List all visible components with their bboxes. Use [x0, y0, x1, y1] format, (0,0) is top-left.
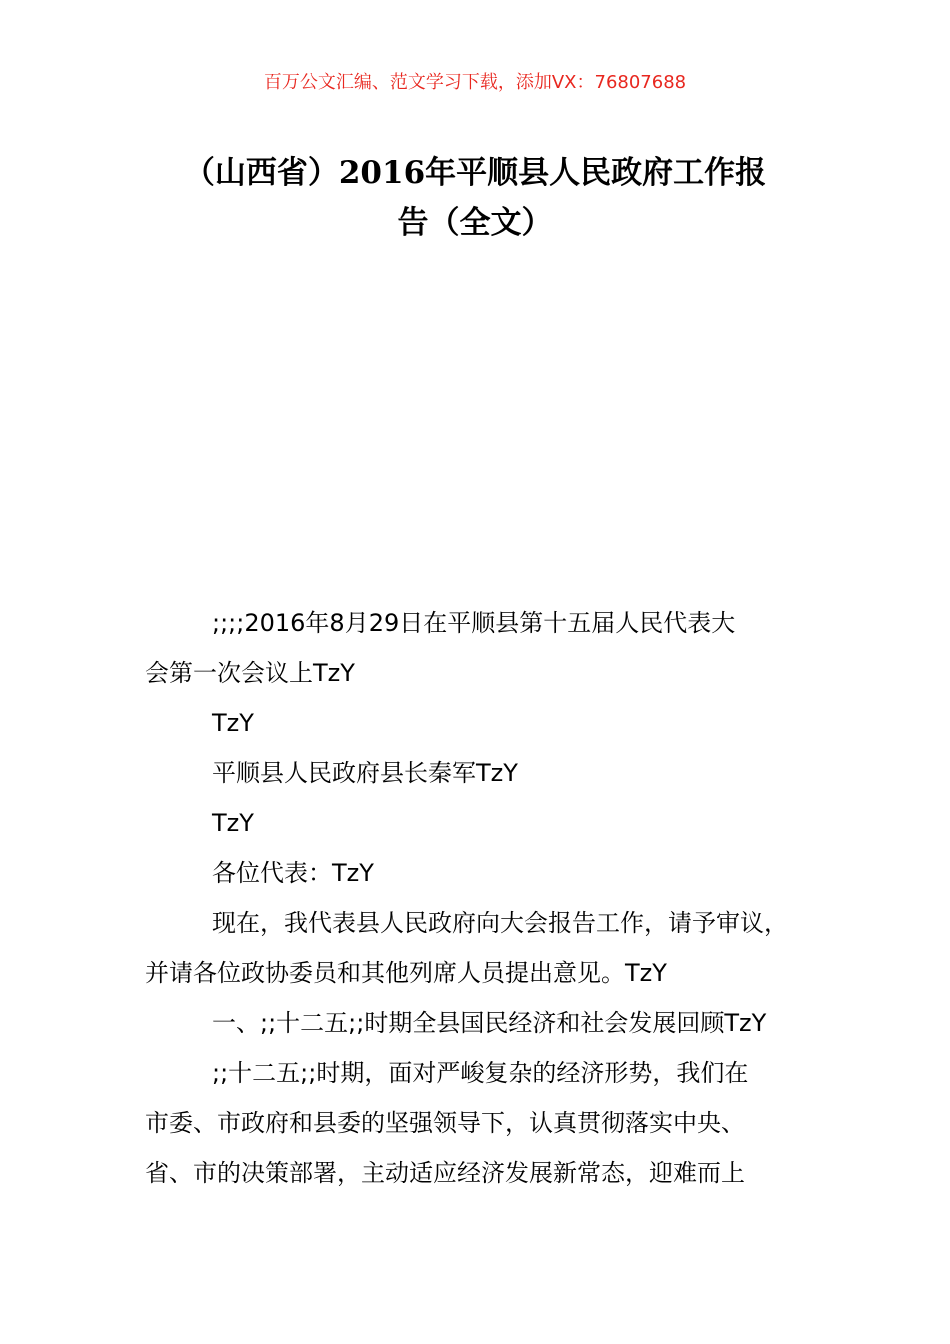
body-line: ;;;;2016年8月29日在平顺县第十五届人民代表大: [212, 609, 736, 637]
body-line: 市委、市政府和县委的坚强领导下，认真贯彻落实中央、: [145, 1109, 745, 1137]
body-line: 平顺县人民政府县长秦军TzY: [212, 759, 518, 787]
body-line: ;;十二五;;时期，面对严峻复杂的经济形势，我们在: [212, 1059, 749, 1087]
body-line: 一、;;十二五;;时期全县国民经济和社会发展回顾TzY: [212, 1009, 767, 1037]
document-title: [130, 148, 820, 248]
header-note: 百万公文汇编、范文学习下载，添加VX：76807688: [263, 72, 687, 93]
body-line: 省、市的决策部署，主动适应经济发展新常态，迎难而上: [145, 1159, 745, 1187]
body-line: TzY: [212, 709, 254, 737]
body-line: 各位代表：TzY: [212, 859, 374, 887]
document-body: [145, 598, 810, 1198]
document-title-line-2: 告（全文）: [397, 205, 553, 241]
body-line: 会第一次会议上TzY: [145, 659, 355, 687]
body-line: 并请各位政协委员和其他列席人员提出意见。TzY: [145, 959, 667, 987]
document-title-line-1: （山西省）2016年平顺县人民政府工作报: [183, 155, 767, 191]
body-line: 现在，我代表县人民政府向大会报告工作，请予审议，: [212, 909, 788, 937]
body-line: TzY: [212, 809, 254, 837]
